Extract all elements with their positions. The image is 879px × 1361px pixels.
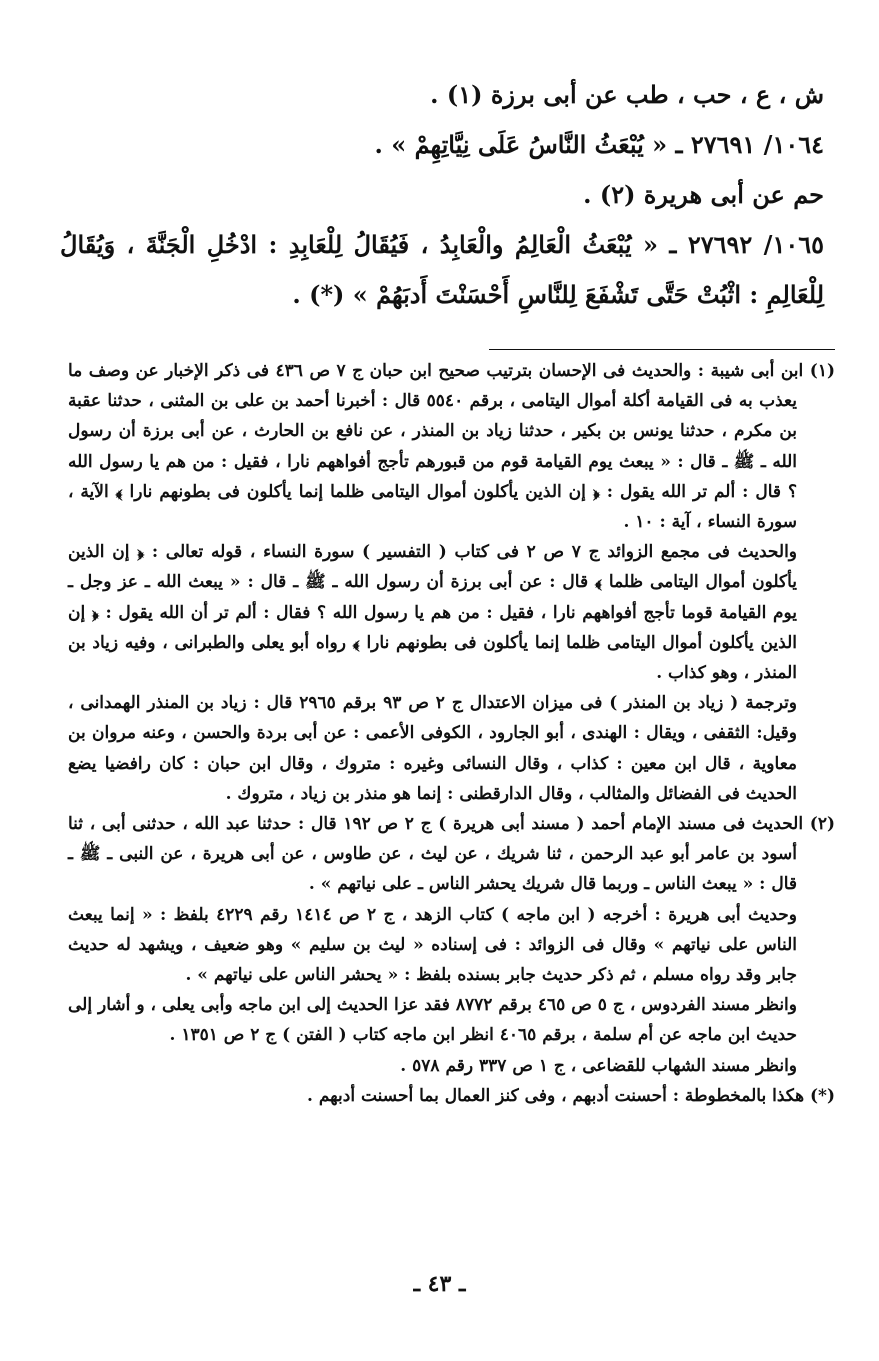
footnote-2-paragraph-2: وحديث أبى هريرة : أخرجه ( ابن ماجه ) كتاب الزهد ، ج ٢ ص ١٤١٤ رقم ٤٢٢٩ بلفظ : « إنما يبعث الناس على نياتهم » وقال فى الزوائد : فى إسناده « ليث بن سليم » وهو ضعيف ، ويشهد له حديث جابر وقد رواه مسلم ، ثم ذكر حديث جابر بسنده بلفظ : « يحشر الناس على نياتهم » .	[68, 904, 798, 986]
footnotes	[68, 356, 835, 1111]
footnote-2-paragraph-3: وانظر مسند الفردوس ، ج ٥ ص ٤٦٥ برقم ٨٧٧٢ فقد عزا الحديث إلى ابن ماجه وأبى يعلى ، و أشار إلى حديث ابن ماجه عن أم سلمة ، برقم ٤٠٦٥ انظر ابن ماجه كتاب ( الفتن ) ج ٢ ص ١٣٥١ .	[68, 995, 797, 1046]
footnote-1: (١) ابن أبى شيبة : والحديث فى الإحسان بترتيب صحيح ابن حبان ج ٧ ص ٤٣٦ فى ذكر الإخبار عن وصف ما يعذب به فى القيامة أكلة أموال اليتامى ، برقم ٥٥٤٠ قال : أخبرنا أحمد بن على بن المثنى ، حدثنا عقبة بن مكرم ، حدثنا يونس بن بكير ، حدثنا زياد بن المنذر ، عن نافع بن الحارث ، عن أبى برزة أن رسول الله ـ ﷺ ـ قال : « يبعث يوم القيامة قوم من قبورهم تأجج أفواههم نارا ، فقيل : من هم يا رسول الله ؟ قال : ألم تر الله يقول : ﴿ إن الذين يأكلون أموال اليتامى ظلما إنما يأكلون فى بطونهم نارا ﴾ الآية ، سورة النساء ، آية : ١٠ .	[68, 361, 835, 533]
footnote-divider	[489, 349, 835, 350]
page-number: ـ ٤٣ ـ	[413, 1271, 466, 1297]
source-line-2: حم عن أبى هريرة (٢) .	[583, 180, 824, 209]
footnote-1-paragraph-2: والحديث فى مجمع الزوائد ج ٧ ص ٢ فى كتاب ( التفسير ) سورة النساء ، قوله تعالى : ﴿ إن الذين يأكلون أموال اليتامى ظلما ﴾ قال : عن أبى برزة أن رسول الله ـ ﷺ ـ قال : « يبعث الله ـ عز وجل ـ يوم القيامة قوما تأجج أفواههم نارا ، فقيل : من هم يا رسول الله ؟ فقال : ألم تر أن الله يقول : ﴿ إن الذين يأكلون أموال اليتامى ظلما إنما يأكلون فى بطونهم نارا ﴾ رواه أبو يعلى والطبرانى ، وفيه زياد بن المنذر ، وهو كذاب .	[68, 542, 798, 684]
footnote-2: (٢) الحديث فى مسند الإمام أحمد ( مسند أبى هريرة ) ج ٢ ص ١٩٢ قال : حدثنا عبد الله ، حدثنى أبى ، ثنا أسود بن عامر أبو عبد الرحمن ، ثنا شريك ، عن ليث ، عن طاوس ، عن أبى هريرة ، عن النبى ـ ﷺ ـ قال : « يبعث الناس ـ وربما قال شريك يحشر الناس ـ على نياتهم » .	[68, 814, 836, 895]
hadith-1064: ١٠٦٤/ ٢٧٦٩١ ـ « يُبْعَثُ النَّاسُ عَلَى نِيَّاتِهِمْ » .	[374, 130, 824, 159]
hadith-1065: ١٠٦٥/ ٢٧٦٩٢ ـ « يُبْعَثُ الْعَالِمُ والْعَابِدُ ، فَيُقَالُ لِلْعَابِدِ : ادْخُلِ الْجَنَّةَ ، وَيُقَالُ لِلْعَالِمِ : اثْبُتْ حَتَّى تَشْفَعَ لِلنَّاسِ أَحْسَنْتَ أَدبَهُمْ » (*) .	[60, 230, 825, 309]
footnote-2-paragraph-4: وانظر مسند الشهاب للقضاعى ، ج ١ ص ٣٣٧ رقم ٥٧٨ .	[400, 1055, 797, 1076]
source-line-1: ش ، ع ، حب ، طب عن أبى برزة (١) .	[430, 80, 824, 109]
hadith-text	[60, 70, 824, 320]
footnote-1-paragraph-3: وترجمة ( زياد بن المنذر ) فى ميزان الاعتدال ج ٢ ص ٩٣ برقم ٢٩٦٥ قال : زياد بن المنذر الهمدانى ، وقيل: الثقفى ، ويقال : الهندى ، أبو الجارود ، الكوفى الأعمى : عن أبى بردة والحسن ، وعنه مروان بن معاوية ، قال ابن معين : كذاب ، وقال النسائى وغيره : متروك ، وقال ابن حبان : كان رافضيا يضع الحديث فى الفضائل والمثالب ، وقال الدارقطنى : إنما هو منذر بن زياد ، متروك .	[68, 693, 798, 804]
footnote-star: (*) هكذا بالمخطوطة : أحسنت أدبهم ، وفى كنز العمال بما أحسنت أدبهم .	[307, 1085, 835, 1106]
